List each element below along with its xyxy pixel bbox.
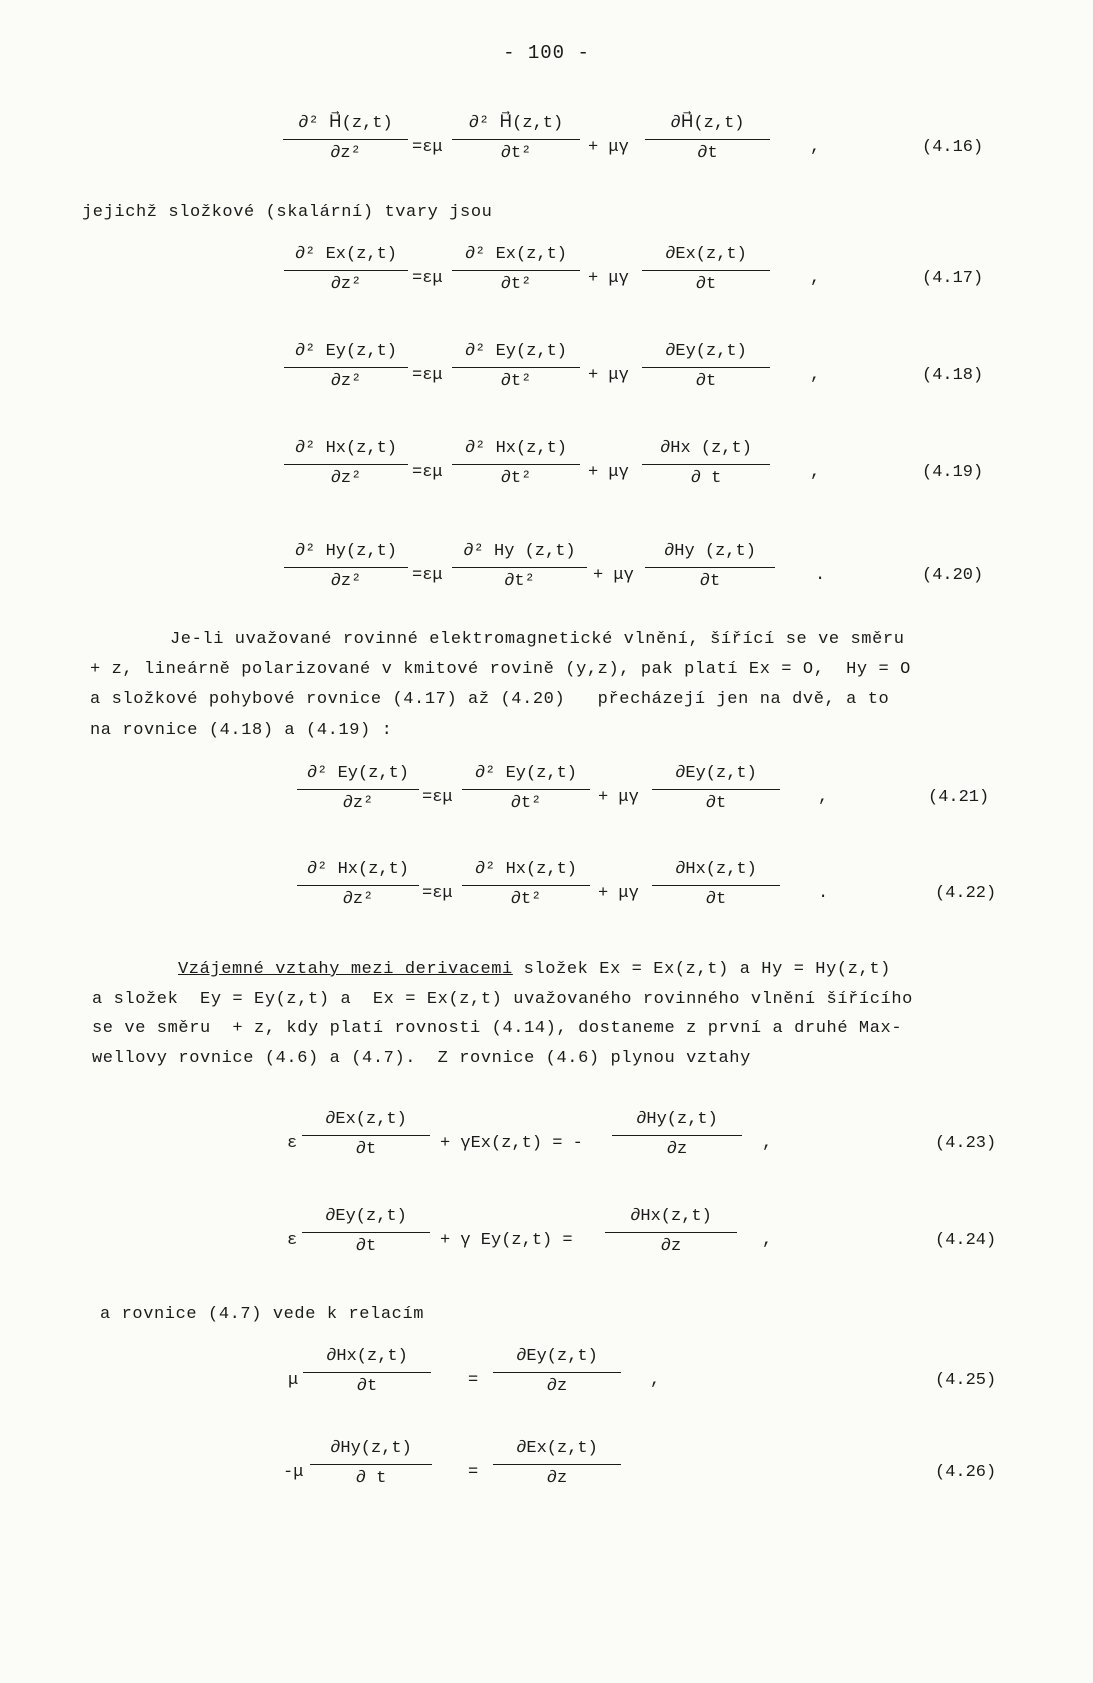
equation-4-18 <box>0 340 1093 420</box>
fraction: ∂Ex(z,t) ∂t <box>642 243 770 297</box>
operator: =εμ <box>412 138 443 157</box>
paragraph-line: a složek Ey = Ey(z,t) a Ex = Ex(z,t) uvažovaného rovinného vlnění šířícího <box>92 990 913 1009</box>
operator: + μγ <box>588 463 629 482</box>
fraction: ∂Ey(z,t) ∂t <box>652 762 780 816</box>
fraction: ∂² Ey(z,t) ∂z² <box>297 762 419 816</box>
fraction: ∂Hx (z,t) ∂ t <box>642 437 770 491</box>
paragraph-line: a složkové pohybové rovnice (4.17) až (4.20) přecházejí jen na dvě, a to <box>90 690 890 709</box>
operator: =εμ <box>412 366 443 385</box>
fraction: ∂² Hx(z,t) ∂z² <box>297 858 419 912</box>
paragraph-line <box>178 955 891 985</box>
equation-4-23 <box>0 1108 1093 1188</box>
fraction: ∂Ey(z,t) ∂t <box>302 1205 430 1259</box>
punctuation: . <box>818 884 829 903</box>
paragraph-text: jejichž složkové (skalární) tvary jsou <box>82 203 493 222</box>
punctuation: , <box>650 1371 661 1390</box>
equation-4-17 <box>0 243 1093 323</box>
operator: + γ Ey(z,t) = <box>440 1231 573 1250</box>
equation-number: (4.17) <box>922 269 984 288</box>
punctuation: , <box>810 269 821 288</box>
equation-4-19 <box>0 437 1093 517</box>
operator: + μγ <box>588 138 629 157</box>
page-number: - 100 - <box>503 42 590 64</box>
punctuation: , <box>818 788 829 807</box>
operator: =εμ <box>412 463 443 482</box>
punctuation: . <box>815 566 826 585</box>
fraction: ∂² Ey(z,t) ∂t² <box>462 762 590 816</box>
fraction: ∂² Hx(z,t) ∂t² <box>452 437 580 491</box>
fraction: ∂Ex(z,t) ∂z <box>493 1437 621 1491</box>
operator: = <box>468 1463 479 1482</box>
equation-number: (4.25) <box>935 1371 997 1390</box>
equation-4-20 <box>0 540 1093 620</box>
operator: + μγ <box>598 884 639 903</box>
paragraph-line: + z, lineárně polarizované v kmitové rovině (y,z), pak platí Ex = O, Hy = O <box>90 660 911 679</box>
operator: ε <box>287 1134 298 1153</box>
equation-4-22 <box>0 858 1093 938</box>
equation-4-16 <box>0 112 1093 192</box>
fraction: ∂Hy(z,t) ∂z <box>612 1108 742 1162</box>
fraction: ∂Ex(z,t) ∂t <box>302 1108 430 1162</box>
fraction: ∂² Ey(z,t) ∂t² <box>452 340 580 394</box>
equation-number: (4.22) <box>935 884 997 903</box>
fraction: ∂² Ey(z,t) ∂z² <box>284 340 408 394</box>
fraction: ∂² Hx(z,t) ∂t² <box>462 858 590 912</box>
fraction: ∂² Hy(z,t) ∂z² <box>284 540 408 594</box>
operator: μ <box>288 1371 299 1390</box>
operator: =εμ <box>422 884 453 903</box>
fraction: ∂Hx(z,t) ∂t <box>303 1345 431 1399</box>
operator: ε <box>287 1231 298 1250</box>
paragraph-line-rest: složek Ex = Ex(z,t) a Hy = Hy(z,t) <box>512 960 891 979</box>
fraction: ∂² Ex(z,t) ∂t² <box>452 243 580 297</box>
operator: -μ <box>283 1463 304 1482</box>
equation-4-24 <box>0 1205 1093 1285</box>
paragraph-line: wellovy rovnice (4.6) a (4.7). Z rovnice (4.6) plynou vztahy <box>92 1049 751 1068</box>
operator: + μγ <box>593 566 634 585</box>
punctuation: , <box>810 463 821 482</box>
punctuation: , <box>810 366 821 385</box>
operator: + γEx(z,t) = - <box>440 1134 583 1153</box>
operator: = <box>468 1371 479 1390</box>
operator: =εμ <box>412 269 443 288</box>
fraction: ∂² Hy (z,t) ∂t² <box>452 540 587 594</box>
fraction: ∂Hy (z,t) ∂t <box>645 540 775 594</box>
equation-number: (4.23) <box>935 1134 997 1153</box>
fraction: ∂Hx(z,t) ∂t <box>652 858 780 912</box>
fraction: ∂Hx(z,t) ∂z <box>605 1205 737 1259</box>
equation-number: (4.24) <box>935 1231 997 1250</box>
fraction: ∂² H⃗(z,t) ∂z² <box>283 112 408 166</box>
fraction: ∂² H⃗(z,t) ∂t² <box>452 112 580 166</box>
equation-number: (4.18) <box>922 366 984 385</box>
paragraph-line: se ve směru + z, kdy platí rovnosti (4.14), dostaneme z první a druhé Max- <box>92 1019 903 1038</box>
fraction: ∂Ey(z,t) ∂t <box>642 340 770 394</box>
punctuation: , <box>810 138 821 157</box>
equation-number: (4.19) <box>922 463 984 482</box>
equation-number: (4.26) <box>935 1463 997 1482</box>
equation-number: (4.20) <box>922 566 984 585</box>
operator: + μγ <box>588 366 629 385</box>
fraction: ∂Ey(z,t) ∂z <box>493 1345 621 1399</box>
equation-number: (4.16) <box>922 138 984 157</box>
equation-number: (4.21) <box>928 788 990 807</box>
operator: + μγ <box>598 788 639 807</box>
paragraph-line: Je-li uvažované rovinné elektromagnetické vlnění, šířící se ve směru <box>170 630 905 649</box>
equation-4-25 <box>0 1345 1093 1425</box>
operator: =εμ <box>412 566 443 585</box>
fraction: ∂Hy(z,t) ∂ t <box>310 1437 432 1491</box>
equation-4-26 <box>0 1437 1093 1517</box>
fraction: ∂H⃗(z,t) ∂t <box>645 112 770 166</box>
punctuation: , <box>762 1231 773 1250</box>
operator: + μγ <box>588 269 629 288</box>
fraction: ∂² Hx(z,t) ∂z² <box>284 437 408 491</box>
equation-4-21 <box>0 762 1093 842</box>
operator: =εμ <box>422 788 453 807</box>
paragraph-line: na rovnice (4.18) a (4.19) : <box>90 721 393 740</box>
punctuation: , <box>762 1134 773 1153</box>
paragraph-text: a rovnice (4.7) vede k relacím <box>100 1305 425 1324</box>
underlined-phrase: Vzájemné vztahy mezi derivacemi <box>178 960 513 979</box>
fraction: ∂² Ex(z,t) ∂z² <box>284 243 408 297</box>
